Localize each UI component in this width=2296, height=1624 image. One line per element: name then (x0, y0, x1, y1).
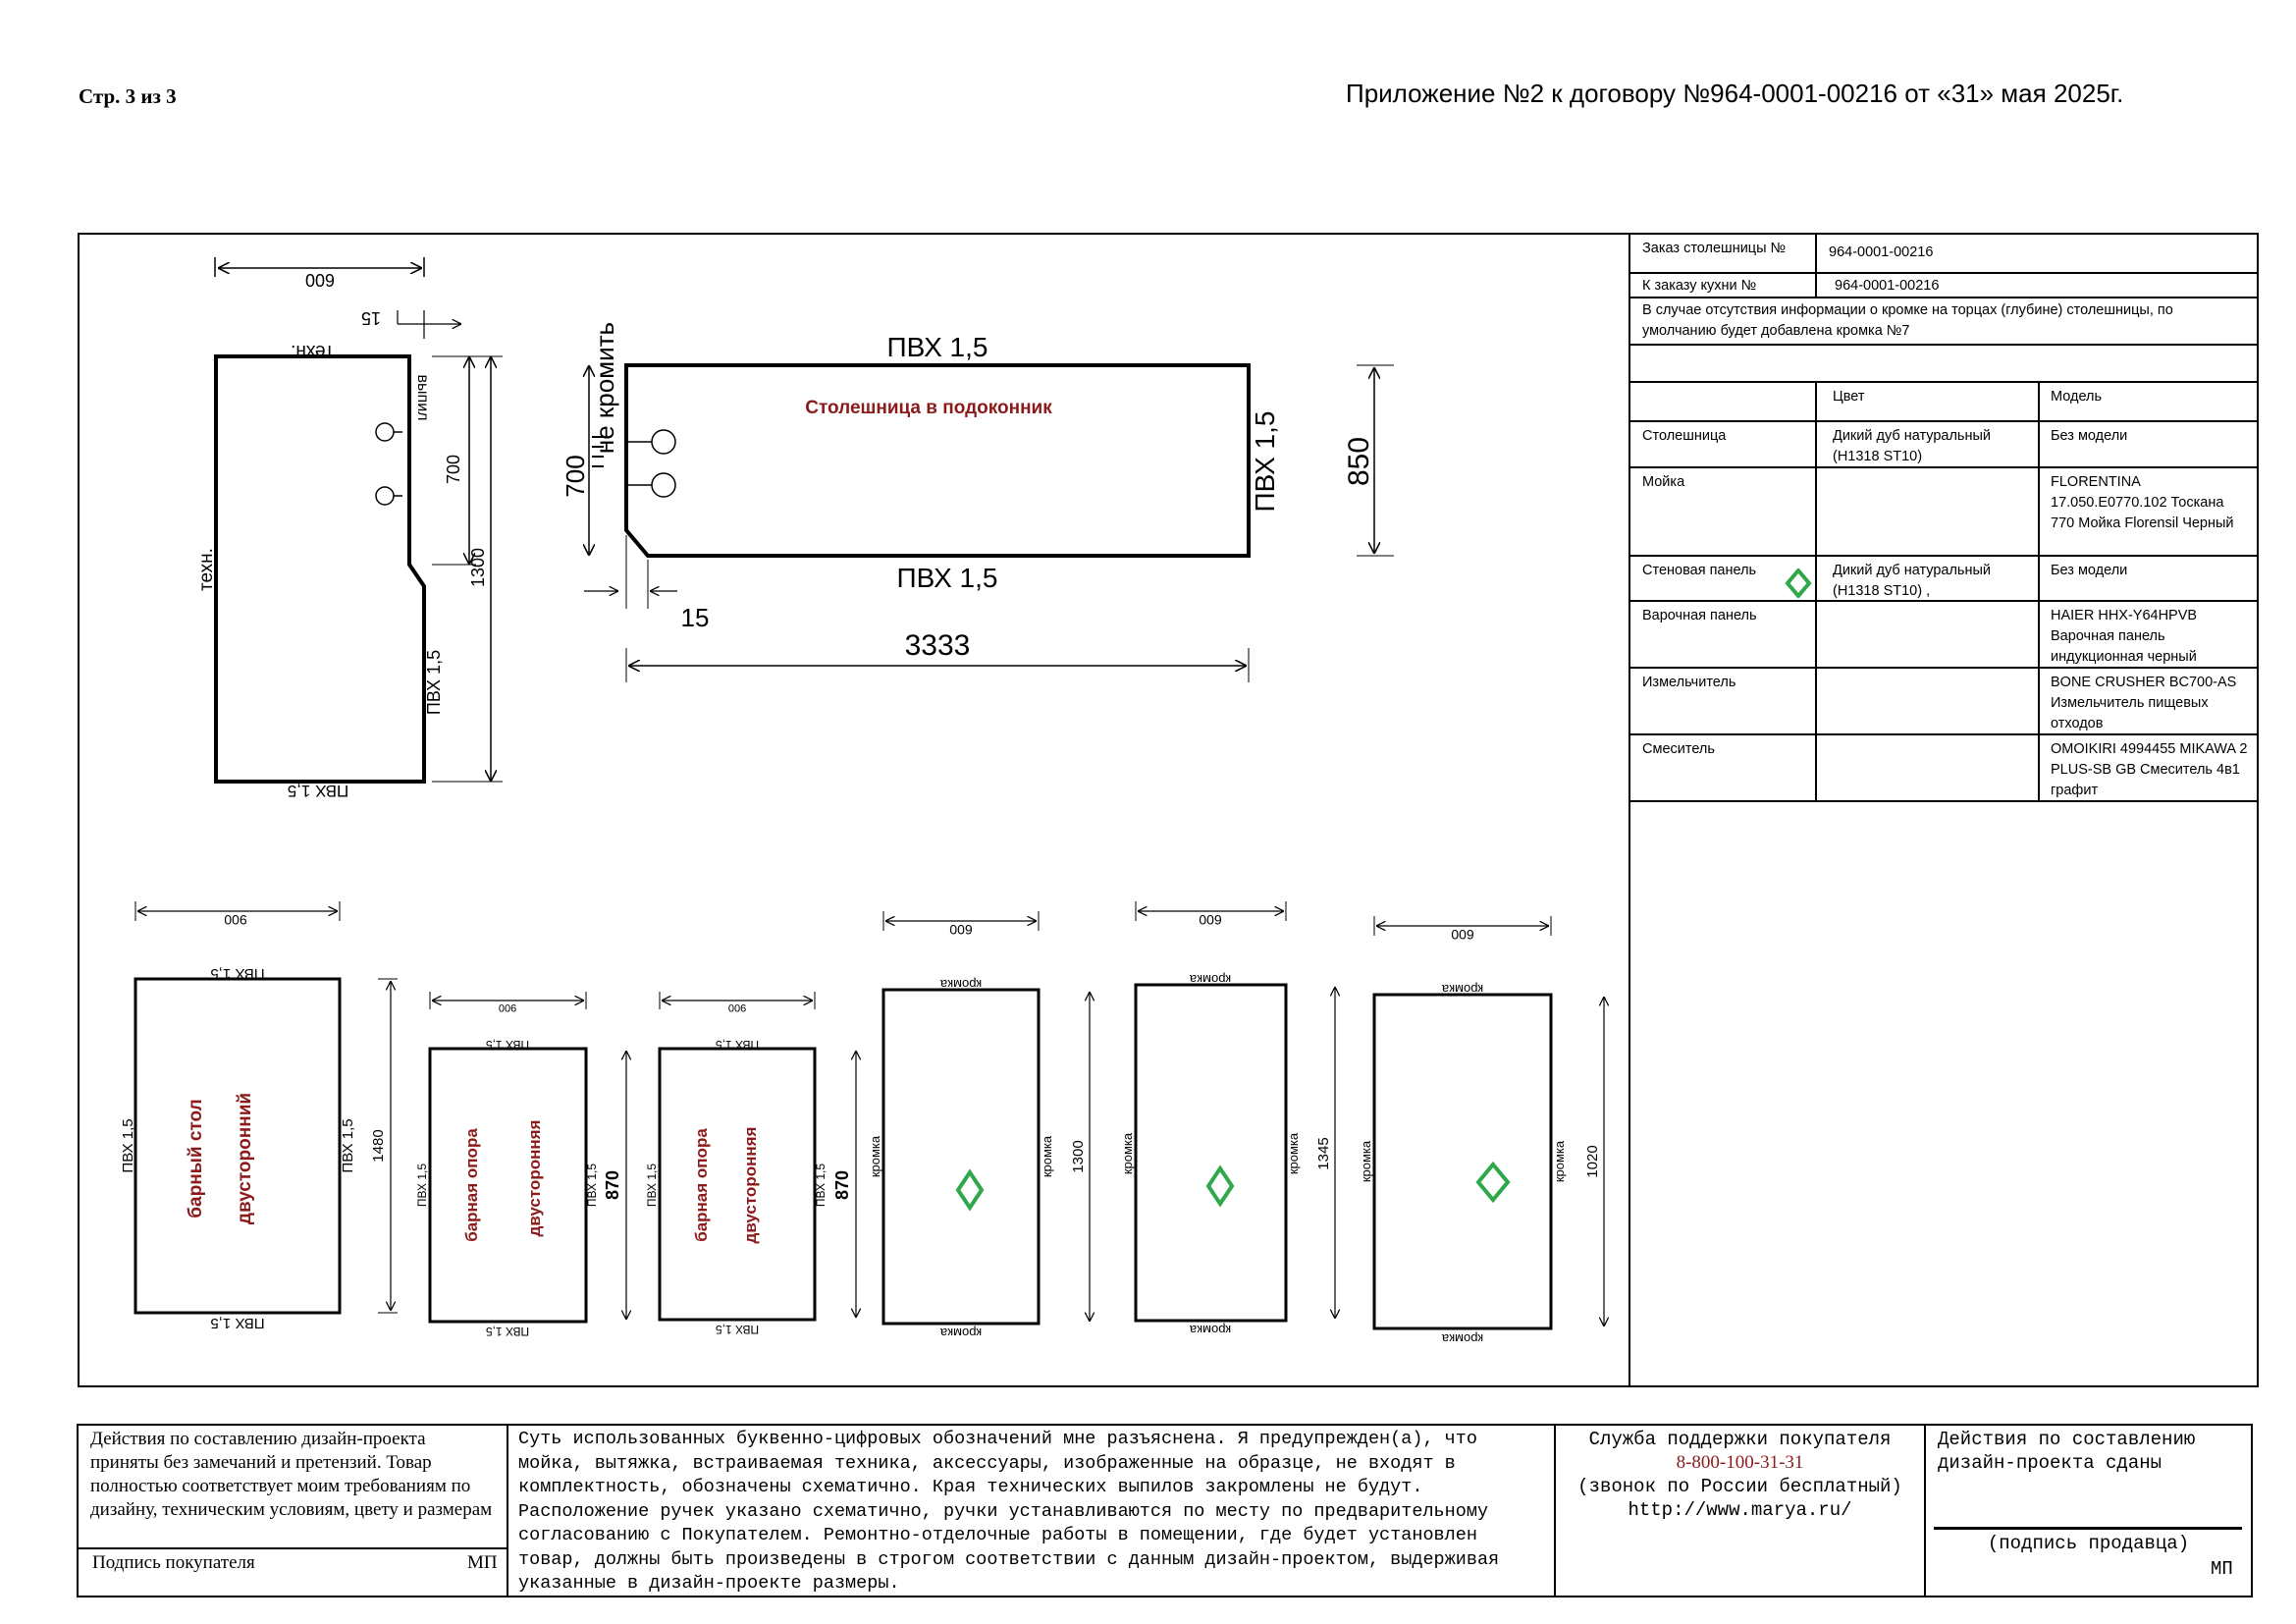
bar-support-2-dim-width: 900 (727, 1001, 747, 1013)
wall-panel-1-edge-top: кромка (939, 977, 983, 992)
statement-text: Суть использованных буквенно-цифровых обозначений мне разъяснена. Я предупрежден(а), что мойка, вытяжка, встраиваемая техника, аксессуары, изображенные на образце, не входят в комплектность, обозначены схематично. Края технических выпилов закромлены не будут. Расположение ручек указано схематично, ручки устанавливаются по месту по предварительному согласованию с Покупателем. Ремонтно-отделочные работы в помещении, где будет установлен товар, должны быть произведены в строгом соответствии с данным дизайн-проектом, выдерживая указанные в дизайн-проекте размеры. (518, 1429, 1500, 1594)
bar-support-2-dim-height: 870 (832, 1169, 852, 1201)
main-no-edge-note: не кромить (590, 321, 619, 455)
spec-row-model: FLORENTINA 17.050.E0770.102 Тоскана 770 Мойка Florensil Черный (2051, 474, 2234, 531)
page-number: Стр. 3 из 3 (79, 84, 177, 108)
wall-panel-1-edge-left: кромка (868, 1135, 882, 1178)
side-label-cut: выпил (414, 374, 431, 421)
spec-row-color: Дикий дуб натуральный (H1318 ST10) (1833, 428, 1992, 464)
spec-row-model: HAIER HHX-Y64HPVB Варочная панель индукционная черный (2051, 608, 2198, 665)
bar-support-1-label-2: двусторонняя (525, 1119, 544, 1237)
spec-row-countertop (1630, 422, 2257, 468)
spec-row-wall-panel (1630, 557, 2257, 602)
side-dim-700: 700 (444, 454, 463, 485)
spec-row-model: Без модели (2051, 428, 2128, 444)
main-label: Столешница в подоконник (805, 398, 1052, 418)
buyer-stamp-label: МП (467, 1552, 498, 1573)
seller-section (1926, 1426, 2251, 1596)
main-edge-bottom: ПВХ 1,5 (896, 563, 998, 593)
side-label-tech-left: техн. (196, 548, 217, 591)
spec-row-hob (1630, 602, 2257, 669)
spec-kitchen-row (1630, 274, 2257, 298)
green-diamond-icon (958, 1172, 982, 1208)
wall-panel-3 (1359, 916, 1604, 1346)
main-countertop (561, 322, 1394, 682)
wall-panel-2-dim-width: 600 (1199, 912, 1222, 928)
spec-order-value: 964-0001-00216 (1829, 244, 1934, 260)
green-diamond-icon (1785, 568, 1812, 598)
buyer-signature-label: Подпись покупателя (92, 1552, 255, 1573)
side-edge-right: ПВХ 1,5 (424, 649, 444, 716)
seller-stamp-label: МП (2211, 1558, 2233, 1580)
wall-panel-3-edge-left: кромка (1359, 1140, 1373, 1183)
spec-divider (1815, 235, 1817, 298)
main-edge-right: ПВХ 1,5 (1250, 410, 1280, 513)
bar-support-2-edge-left: ПВХ 1,5 (645, 1163, 659, 1208)
wall-panel-2-dim-height: 1345 (1315, 1137, 1332, 1170)
side-dim-width: 600 (304, 270, 336, 290)
bar-support-1-edge-top: ПВХ 1,5 (485, 1038, 530, 1052)
bar-support-1-edge-right: ПВХ 1,5 (585, 1163, 599, 1208)
green-diamond-icon (1478, 1164, 1508, 1200)
spec-col-model: Модель (2051, 389, 2103, 405)
spec-col-color: Цвет (1833, 389, 1865, 405)
bar-support-2-edge-right: ПВХ 1,5 (814, 1163, 828, 1208)
wall-panel-1-edge-right: кромка (1040, 1135, 1054, 1178)
spec-row-model: OMOIKIRI 4994455 MIKAWA 2 PLUS-SB GB Смеситель 4в1 графит (2051, 741, 2248, 798)
support-url[interactable]: http://www.marya.ru/ (1628, 1499, 1852, 1521)
spec-note-row (1630, 298, 2257, 346)
wall-panel-3-edge-bottom: кромка (1441, 1331, 1484, 1346)
side-label-tech-top: техн. (291, 341, 334, 361)
bar-table-edge-right: ПВХ 1,5 (340, 1118, 356, 1173)
bar-support-2-label-1: барная опора (692, 1128, 711, 1242)
bar-support-2-label-2: двусторонняя (741, 1126, 760, 1244)
bar-table-label-2: двусторонний (235, 1092, 255, 1225)
support-title: Служба поддержки покупателя (1588, 1429, 1892, 1450)
green-diamond-icon (1208, 1168, 1232, 1204)
seller-signature-line (1934, 1527, 2242, 1530)
seller-handover-text: Действия по составлению дизайн-проекта сданы (1938, 1429, 2196, 1474)
bar-table-edge-bottom: ПВХ 1,5 (210, 1315, 265, 1331)
bar-support-1-edge-bottom: ПВХ 1,5 (485, 1325, 530, 1338)
bar-support-2-edge-top: ПВХ 1,5 (715, 1038, 760, 1052)
bar-table-dim-width: 900 (224, 912, 247, 928)
bar-table-edge-top: ПВХ 1,5 (210, 965, 265, 982)
wall-panel-2 (1120, 901, 1335, 1337)
wall-panel-1-dim-width: 600 (949, 922, 973, 938)
spec-order-label: Заказ столешницы № (1642, 241, 1787, 256)
footer-box (77, 1424, 2253, 1597)
spec-header-row (1630, 383, 2257, 422)
buyer-divider (79, 1547, 508, 1549)
spec-row-disposer (1630, 669, 2257, 735)
spec-row-color (1817, 602, 2039, 606)
spec-row-color (1817, 735, 2039, 739)
spec-divider (1815, 383, 1817, 802)
bar-support-1-dim-width: 900 (498, 1001, 517, 1013)
spec-row-name: Варочная панель (1642, 608, 1757, 623)
spec-row-faucet (1630, 735, 2257, 802)
technical-drawing (80, 235, 1629, 1385)
side-dim-1300: 1300 (468, 547, 488, 588)
spec-empty-row (1630, 346, 2257, 383)
bar-support-1-dim-height: 870 (603, 1169, 622, 1201)
bar-support-1-edge-left: ПВХ 1,5 (415, 1163, 429, 1208)
document-title: Приложение №2 к договору №964-0001-00216 от «31» мая 2025г. (1346, 79, 2124, 108)
bar-table-dim-height: 1480 (370, 1129, 387, 1163)
bar-table-edge-left: ПВХ 1,5 (120, 1118, 136, 1173)
wall-panel-3-dim-width: 600 (1451, 927, 1474, 943)
spec-row-model: Без модели (2051, 563, 2128, 578)
spec-kitchen-value: 964-0001-00216 (1835, 278, 1940, 294)
wall-panel-2-edge-left: кромка (1120, 1132, 1135, 1175)
bar-support-1 (415, 992, 626, 1338)
bar-support-1-label-1: барная опора (462, 1128, 481, 1242)
wall-panel-1 (868, 911, 1090, 1340)
wall-panel-3-edge-top: кромка (1441, 982, 1484, 997)
buyer-acceptance-text: Действия по составлению дизайн-проекта приняты без замечаний и претензий. Товар полностью соответствует моим требованиям по дизайну, техническим условиям, цвету и размерам (90, 1429, 493, 1520)
side-dim-small: 15 (360, 308, 382, 328)
wall-panel-2-edge-top: кромка (1189, 972, 1232, 987)
spec-kitchen-label: К заказу кухни № (1642, 278, 1757, 294)
main-dim-corner: 15 (680, 603, 710, 632)
spec-row-sink (1630, 468, 2257, 557)
main-dim-width: 3333 (904, 629, 971, 662)
main-dim-depth: 850 (1343, 436, 1375, 487)
side-edge-bottom: ПВХ 1,5 (287, 782, 349, 800)
spec-row-name: Мойка (1642, 474, 1685, 490)
spec-note: В случае отсутствия информации о кромке на торцах (глубине) столешницы, по умолчанию будет добавлена кромка №7 (1642, 302, 2173, 339)
spec-divider (2038, 383, 2040, 802)
side-countertop (196, 257, 503, 800)
spec-row-name: Столешница (1642, 428, 1727, 444)
main-dim-left: 700 (561, 455, 590, 498)
wall-panel-1-dim-height: 1300 (1070, 1140, 1087, 1173)
spec-row-name: Смеситель (1642, 741, 1715, 757)
wall-panel-1-edge-bottom: кромка (939, 1326, 983, 1340)
bar-support-2-edge-bottom: ПВХ 1,5 (715, 1323, 760, 1336)
wall-panel-3-dim-height: 1020 (1584, 1145, 1601, 1178)
wall-panel-2-edge-right: кромка (1286, 1132, 1301, 1175)
wall-panel-2-edge-bottom: кромка (1189, 1323, 1232, 1337)
buyer-section (79, 1426, 508, 1596)
spec-row-color: Дикий дуб натуральный (H1318 ST10) , (1833, 563, 1992, 599)
spec-order-row (1630, 235, 2257, 274)
spec-row-name: Стеновая панель (1642, 563, 1757, 578)
bar-table (120, 901, 398, 1331)
spec-row-color (1817, 468, 2039, 472)
spec-row-name: Измельчитель (1642, 675, 1736, 690)
main-edge-top: ПВХ 1,5 (886, 332, 988, 362)
support-note: (звонок по России бесплатный) (1577, 1476, 1902, 1497)
support-section (1556, 1426, 1924, 1596)
bar-table-label-1: барный стол (186, 1099, 206, 1218)
support-phone[interactable]: 8-800-100-31-31 (1676, 1452, 1804, 1473)
wall-panel-3-edge-right: кромка (1552, 1140, 1567, 1183)
spec-row-model: BONE CRUSHER BC700-AS Измельчитель пищевых отходов (2051, 675, 2237, 731)
bar-support-2 (645, 992, 856, 1336)
seller-signature-label: (подпись продавца) (1987, 1533, 2190, 1554)
spec-row-color (1817, 669, 2039, 673)
